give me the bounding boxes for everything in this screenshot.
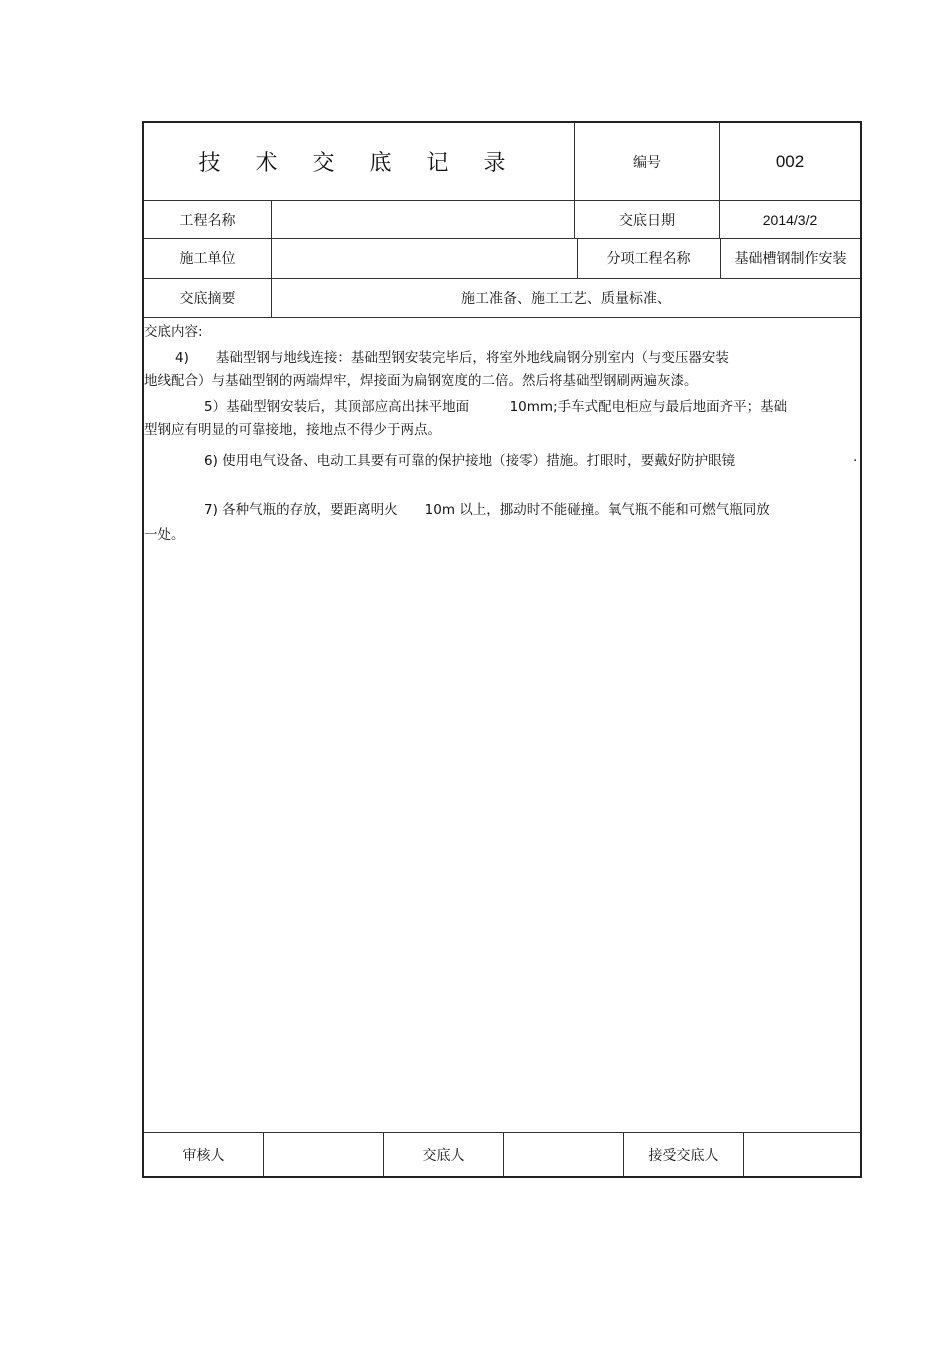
content-line: 7) 各种气瓶的存放，要距离明火 10m 以上，挪动时不能碰撞。氧气瓶不能和可燃气瓶同放 [204, 502, 770, 518]
project-name-value [272, 201, 574, 238]
content-line: 地线配合）与基础型钢的两端焊牢，焊接面为扁钢宽度的二倍。然后将基础型钢刷两遍灰漆。 [144, 373, 698, 389]
content-line: . [853, 449, 858, 465]
reviewer-label: 审核人 [182, 1147, 225, 1164]
divider [144, 317, 860, 318]
content-line: 一处。 [144, 527, 185, 543]
summary-value: 施工准备、施工工艺、质量标准、 [461, 291, 671, 307]
number-label: 编号 [633, 154, 661, 171]
content-heading: 交底内容: [144, 324, 203, 340]
receiver-label: 接受交底人 [648, 1147, 719, 1164]
summary-label: 交底摘要 [179, 291, 236, 307]
technical-briefing-form [142, 121, 862, 1178]
contractor-value [272, 239, 577, 277]
content-line: 6) 使用电气设备、电动工具要有可靠的保护接地（接零）措施。打眼时，要戴好防护眼镜 [204, 453, 736, 469]
reviewer-value [264, 1133, 383, 1176]
date-value: 2014/3/2 [762, 211, 818, 228]
receiver-value [744, 1133, 860, 1176]
sub-project-value: 基础槽钢制作安装 [734, 251, 847, 267]
content-line: 型钢应有明显的可靠接地，接地点不得少于两点。 [144, 422, 441, 438]
project-name-label: 工程名称 [179, 212, 236, 229]
content-line: 5）基础型钢安装后，其顶部应高出抹平地面 10mm;手车式配电柜应与最后地面齐平；基础 [204, 399, 788, 415]
presenter-label: 交底人 [422, 1147, 465, 1164]
date-label: 交底日期 [619, 212, 675, 229]
presenter-value [504, 1133, 623, 1176]
content-line: 4) 基础型钢与地线连接：基础型钢安装完毕后，将室外地线扁钢分别室内（与变压器安装 [175, 350, 729, 366]
form-title: 技 术 交 底 记 录 [198, 151, 520, 176]
number-value: 002 [775, 151, 805, 171]
sub-project-label: 分项工程名称 [606, 251, 691, 267]
contractor-label: 施工单位 [179, 251, 236, 267]
